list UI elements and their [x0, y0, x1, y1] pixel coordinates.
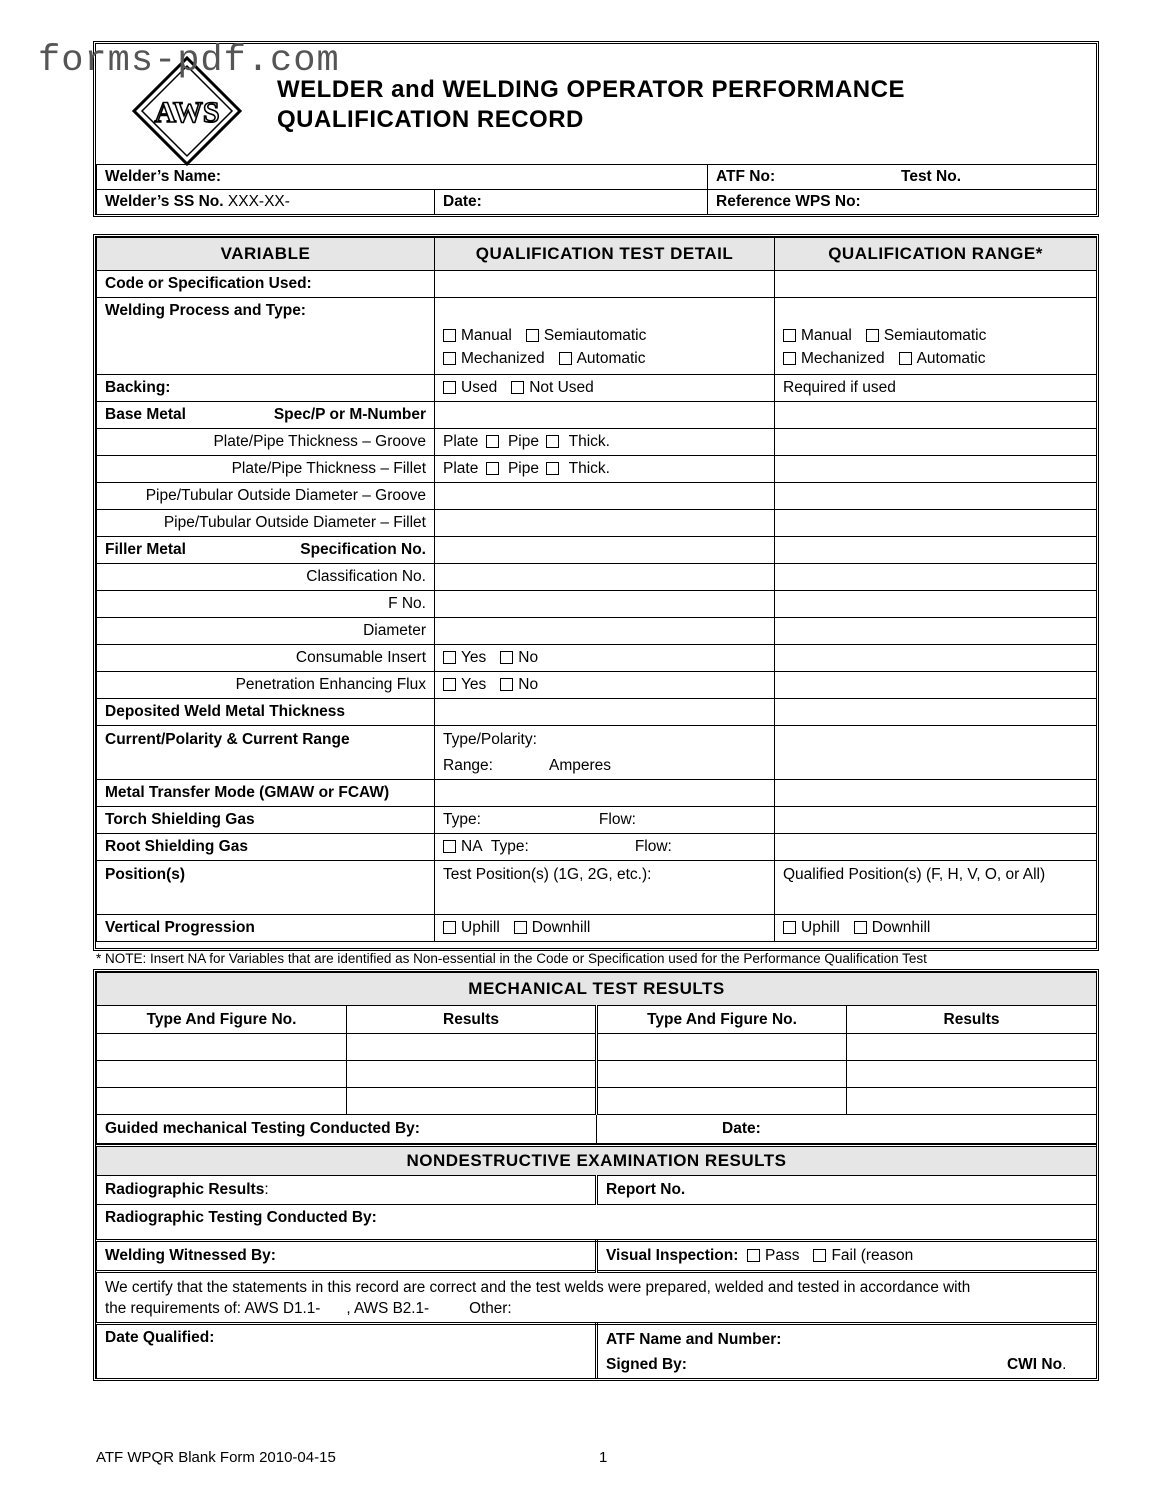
mech-cell[interactable]: [97, 1061, 347, 1088]
thickness-fillet-range[interactable]: [775, 456, 1097, 483]
root-gas-range[interactable]: [775, 834, 1097, 861]
fillet-plate-checkbox[interactable]: [486, 462, 499, 475]
rt-conducted-by-field[interactable]: Radiographic Testing Conducted By:: [97, 1205, 1097, 1241]
backing-detail: [435, 375, 775, 402]
f-no-label: F No.: [97, 591, 435, 618]
thickness-groove-range[interactable]: [775, 429, 1097, 456]
visual-pass-checkbox[interactable]: Pass: [747, 1247, 799, 1264]
base-metal-range[interactable]: [775, 402, 1097, 429]
transfer-detail[interactable]: [435, 780, 775, 807]
backing-label: Backing:: [97, 375, 435, 402]
reference-wps-field[interactable]: Reference WPS No:: [708, 190, 1097, 215]
mech-cell[interactable]: [597, 1034, 847, 1061]
positions-label: Position(s): [97, 861, 435, 915]
date-field[interactable]: Date:: [435, 190, 708, 215]
thickness-groove-label: Plate/Pipe Thickness – Groove: [97, 429, 435, 456]
col-detail: QUALIFICATION TEST DETAIL: [435, 238, 775, 271]
thickness-groove-detail: Plate Pipe Thick.: [435, 429, 775, 456]
filler-spec-range[interactable]: [775, 537, 1097, 564]
nde-title: NONDESTRUCTIVE EXAMINATION RESULTS: [97, 1146, 1097, 1176]
insert-detail: [435, 645, 775, 672]
footer-form-id: ATF WPQR Blank Form 2010-04-15: [96, 1449, 336, 1466]
flux-detail: [435, 672, 775, 699]
mech-cell[interactable]: [347, 1034, 597, 1061]
mech-cell[interactable]: [847, 1088, 1097, 1115]
results-box: [93, 969, 1099, 1381]
deposited-label: Deposited Weld Metal Thickness: [97, 699, 435, 726]
flux-range[interactable]: [775, 672, 1097, 699]
fillet-pipe-checkbox[interactable]: [546, 462, 559, 475]
mech-cell[interactable]: [347, 1088, 597, 1115]
variables-table: [96, 237, 1097, 942]
od-groove-label: Pipe/Tubular Outside Diameter – Groove: [97, 483, 435, 510]
report-no-field[interactable]: Report No.: [597, 1176, 1097, 1205]
root-gas-na-checkbox[interactable]: NA: [443, 838, 483, 855]
results-header-2: Results: [847, 1006, 1097, 1034]
groove-pipe-checkbox[interactable]: [546, 435, 559, 448]
atf-signoff-field[interactable]: ATF Name and Number: Signed By: CWI No.: [597, 1324, 1097, 1379]
mechanical-title: MECHANICAL TEST RESULTS: [97, 973, 1097, 1006]
classification-detail[interactable]: [435, 564, 775, 591]
backing-used-checkbox[interactable]: Used: [443, 379, 497, 396]
diameter-detail[interactable]: [435, 618, 775, 645]
range-downhill-checkbox[interactable]: Downhill: [854, 919, 931, 936]
positions-detail[interactable]: Test Position(s) (1G, 2G, etc.):: [435, 861, 775, 915]
range-uphill-checkbox[interactable]: Uphill: [783, 919, 840, 936]
type-fig-header-1: Type And Figure No.: [97, 1006, 347, 1034]
radiographic-results-field[interactable]: Radiographic Results:: [97, 1176, 597, 1205]
range-semiautomatic-checkbox[interactable]: Semiautomatic: [866, 327, 987, 344]
mech-cell[interactable]: [97, 1034, 347, 1061]
filler-metal-label: Filler Metal Specification No.: [97, 537, 435, 564]
uphill-checkbox[interactable]: Uphill: [443, 919, 500, 936]
type-fig-header-2: Type And Figure No.: [597, 1006, 847, 1034]
atf-no-label: ATF No:: [716, 168, 776, 185]
results-header-1: Results: [347, 1006, 597, 1034]
diameter-label: Diameter: [97, 618, 435, 645]
mech-cell[interactable]: [97, 1088, 347, 1115]
mech-cell[interactable]: [347, 1061, 597, 1088]
mech-date-label[interactable]: Date:: [597, 1115, 1097, 1144]
range-manual-checkbox[interactable]: Manual: [783, 327, 852, 344]
footer-page-number: 1: [599, 1449, 608, 1466]
test-no-label: Test No.: [901, 168, 961, 185]
mech-cell[interactable]: [597, 1088, 847, 1115]
od-groove-range[interactable]: [775, 483, 1097, 510]
mech-cell[interactable]: [847, 1034, 1097, 1061]
filler-spec-detail[interactable]: [435, 537, 775, 564]
variables-box: [93, 234, 1099, 951]
backing-range: Required if used: [775, 375, 1097, 402]
welder-ss-field[interactable]: Welder’s SS No. XXX-XX-: [97, 190, 435, 215]
transfer-range[interactable]: [775, 780, 1097, 807]
mechanical-table: [96, 972, 1097, 1144]
downhill-checkbox[interactable]: Downhill: [514, 919, 591, 936]
f-no-range[interactable]: [775, 591, 1097, 618]
positions-range[interactable]: Qualified Position(s) (F, H, V, O, or All): [775, 861, 1097, 915]
code-range[interactable]: [775, 271, 1097, 298]
mech-cell[interactable]: [597, 1061, 847, 1088]
visual-inspection-field: Visual Inspection: Pass Fail (reason: [597, 1241, 1097, 1272]
backing-not-used-checkbox[interactable]: Not Used: [511, 379, 594, 396]
mechanized-checkbox[interactable]: Mechanized: [443, 350, 545, 367]
visual-fail-checkbox[interactable]: Fail (reason: [813, 1247, 913, 1264]
thickness-fillet-detail: Plate Pipe Thick.: [435, 456, 775, 483]
transfer-label: Metal Transfer Mode (GMAW or FCAW): [97, 780, 435, 807]
base-metal-label: Base Metal Spec/P or M-Number: [97, 402, 435, 429]
automatic-checkbox[interactable]: Automatic: [559, 350, 646, 367]
od-fillet-label: Pipe/Tubular Outside Diameter – Fillet: [97, 510, 435, 537]
classification-label: Classification No.: [97, 564, 435, 591]
nonessential-note: * NOTE: Insert NA for Variables that are identified as Non-essential in the Code or Specification used for the Performance Qualification Test: [96, 951, 927, 966]
current-detail[interactable]: Type/Polarity: Range: Amperes: [435, 726, 775, 780]
col-variable: VARIABLE: [97, 238, 435, 271]
current-range[interactable]: [775, 726, 1097, 780]
insert-yes-checkbox[interactable]: Yes: [443, 649, 486, 666]
welder-info-table: [96, 164, 1097, 215]
form-title-line1: WELDER and WELDING OPERATOR PERFORMANCE: [277, 76, 905, 103]
groove-plate-checkbox[interactable]: [486, 435, 499, 448]
insert-range[interactable]: [775, 645, 1097, 672]
col-range: QUALIFICATION RANGE*: [775, 238, 1097, 271]
torch-gas-range[interactable]: [775, 807, 1097, 834]
torch-gas-detail[interactable]: Type: Flow:: [435, 807, 775, 834]
nde-table: [96, 1144, 1097, 1379]
insert-no-checkbox[interactable]: No: [500, 649, 538, 666]
process-label: Welding Process and Type:: [97, 298, 435, 375]
torch-gas-label: Torch Shielding Gas: [97, 807, 435, 834]
vertical-range: [775, 915, 1097, 942]
process-detail: [435, 298, 775, 375]
base-metal-detail[interactable]: [435, 402, 775, 429]
vertical-label: Vertical Progression: [97, 915, 435, 942]
semiautomatic-checkbox[interactable]: Semiautomatic: [526, 327, 647, 344]
range-automatic-checkbox[interactable]: Automatic: [899, 350, 986, 367]
welder-name-field[interactable]: Welder’s Name:: [97, 165, 708, 190]
code-label: Code or Specification Used:: [97, 271, 435, 298]
od-groove-detail[interactable]: [435, 483, 775, 510]
current-label: Current/Polarity & Current Range: [97, 726, 435, 780]
process-range: [775, 298, 1097, 375]
logo-text: AWS: [154, 96, 220, 129]
mech-cell[interactable]: [847, 1061, 1097, 1088]
flux-yes-checkbox[interactable]: Yes: [443, 676, 486, 693]
watermark: forms-pdf.com: [38, 40, 340, 82]
mech-conducted-by-label[interactable]: Guided mechanical Testing Conducted By:: [97, 1115, 597, 1144]
od-fillet-detail[interactable]: [435, 510, 775, 537]
insert-label: Consumable Insert: [97, 645, 435, 672]
atf-test-field[interactable]: [708, 165, 1097, 190]
range-mechanized-checkbox[interactable]: Mechanized: [783, 350, 885, 367]
form-title-line2: QUALIFICATION RECORD: [277, 106, 584, 133]
f-no-detail[interactable]: [435, 591, 775, 618]
classification-range[interactable]: [775, 564, 1097, 591]
diameter-range[interactable]: [775, 618, 1097, 645]
deposited-detail[interactable]: [435, 699, 775, 726]
flux-label: Penetration Enhancing Flux: [97, 672, 435, 699]
flux-no-checkbox[interactable]: No: [500, 676, 538, 693]
certification-statement: We certify that the statements in this record are correct and the test welds were prepared, welded and tested in accordance with the requirements of: AWS D1.1- , AWS B2.1- Other:: [97, 1272, 1097, 1324]
vertical-detail: [435, 915, 775, 942]
code-detail[interactable]: [435, 271, 775, 298]
thickness-fillet-label: Plate/Pipe Thickness – Fillet: [97, 456, 435, 483]
date-qualified-field[interactable]: Date Qualified:: [97, 1324, 597, 1379]
deposited-range[interactable]: [775, 699, 1097, 726]
witnessed-by-field[interactable]: Welding Witnessed By:: [97, 1241, 597, 1272]
manual-checkbox[interactable]: Manual: [443, 327, 512, 344]
root-gas-label: Root Shielding Gas: [97, 834, 435, 861]
root-gas-detail: NA Type: Flow:: [435, 834, 775, 861]
od-fillet-range[interactable]: [775, 510, 1097, 537]
